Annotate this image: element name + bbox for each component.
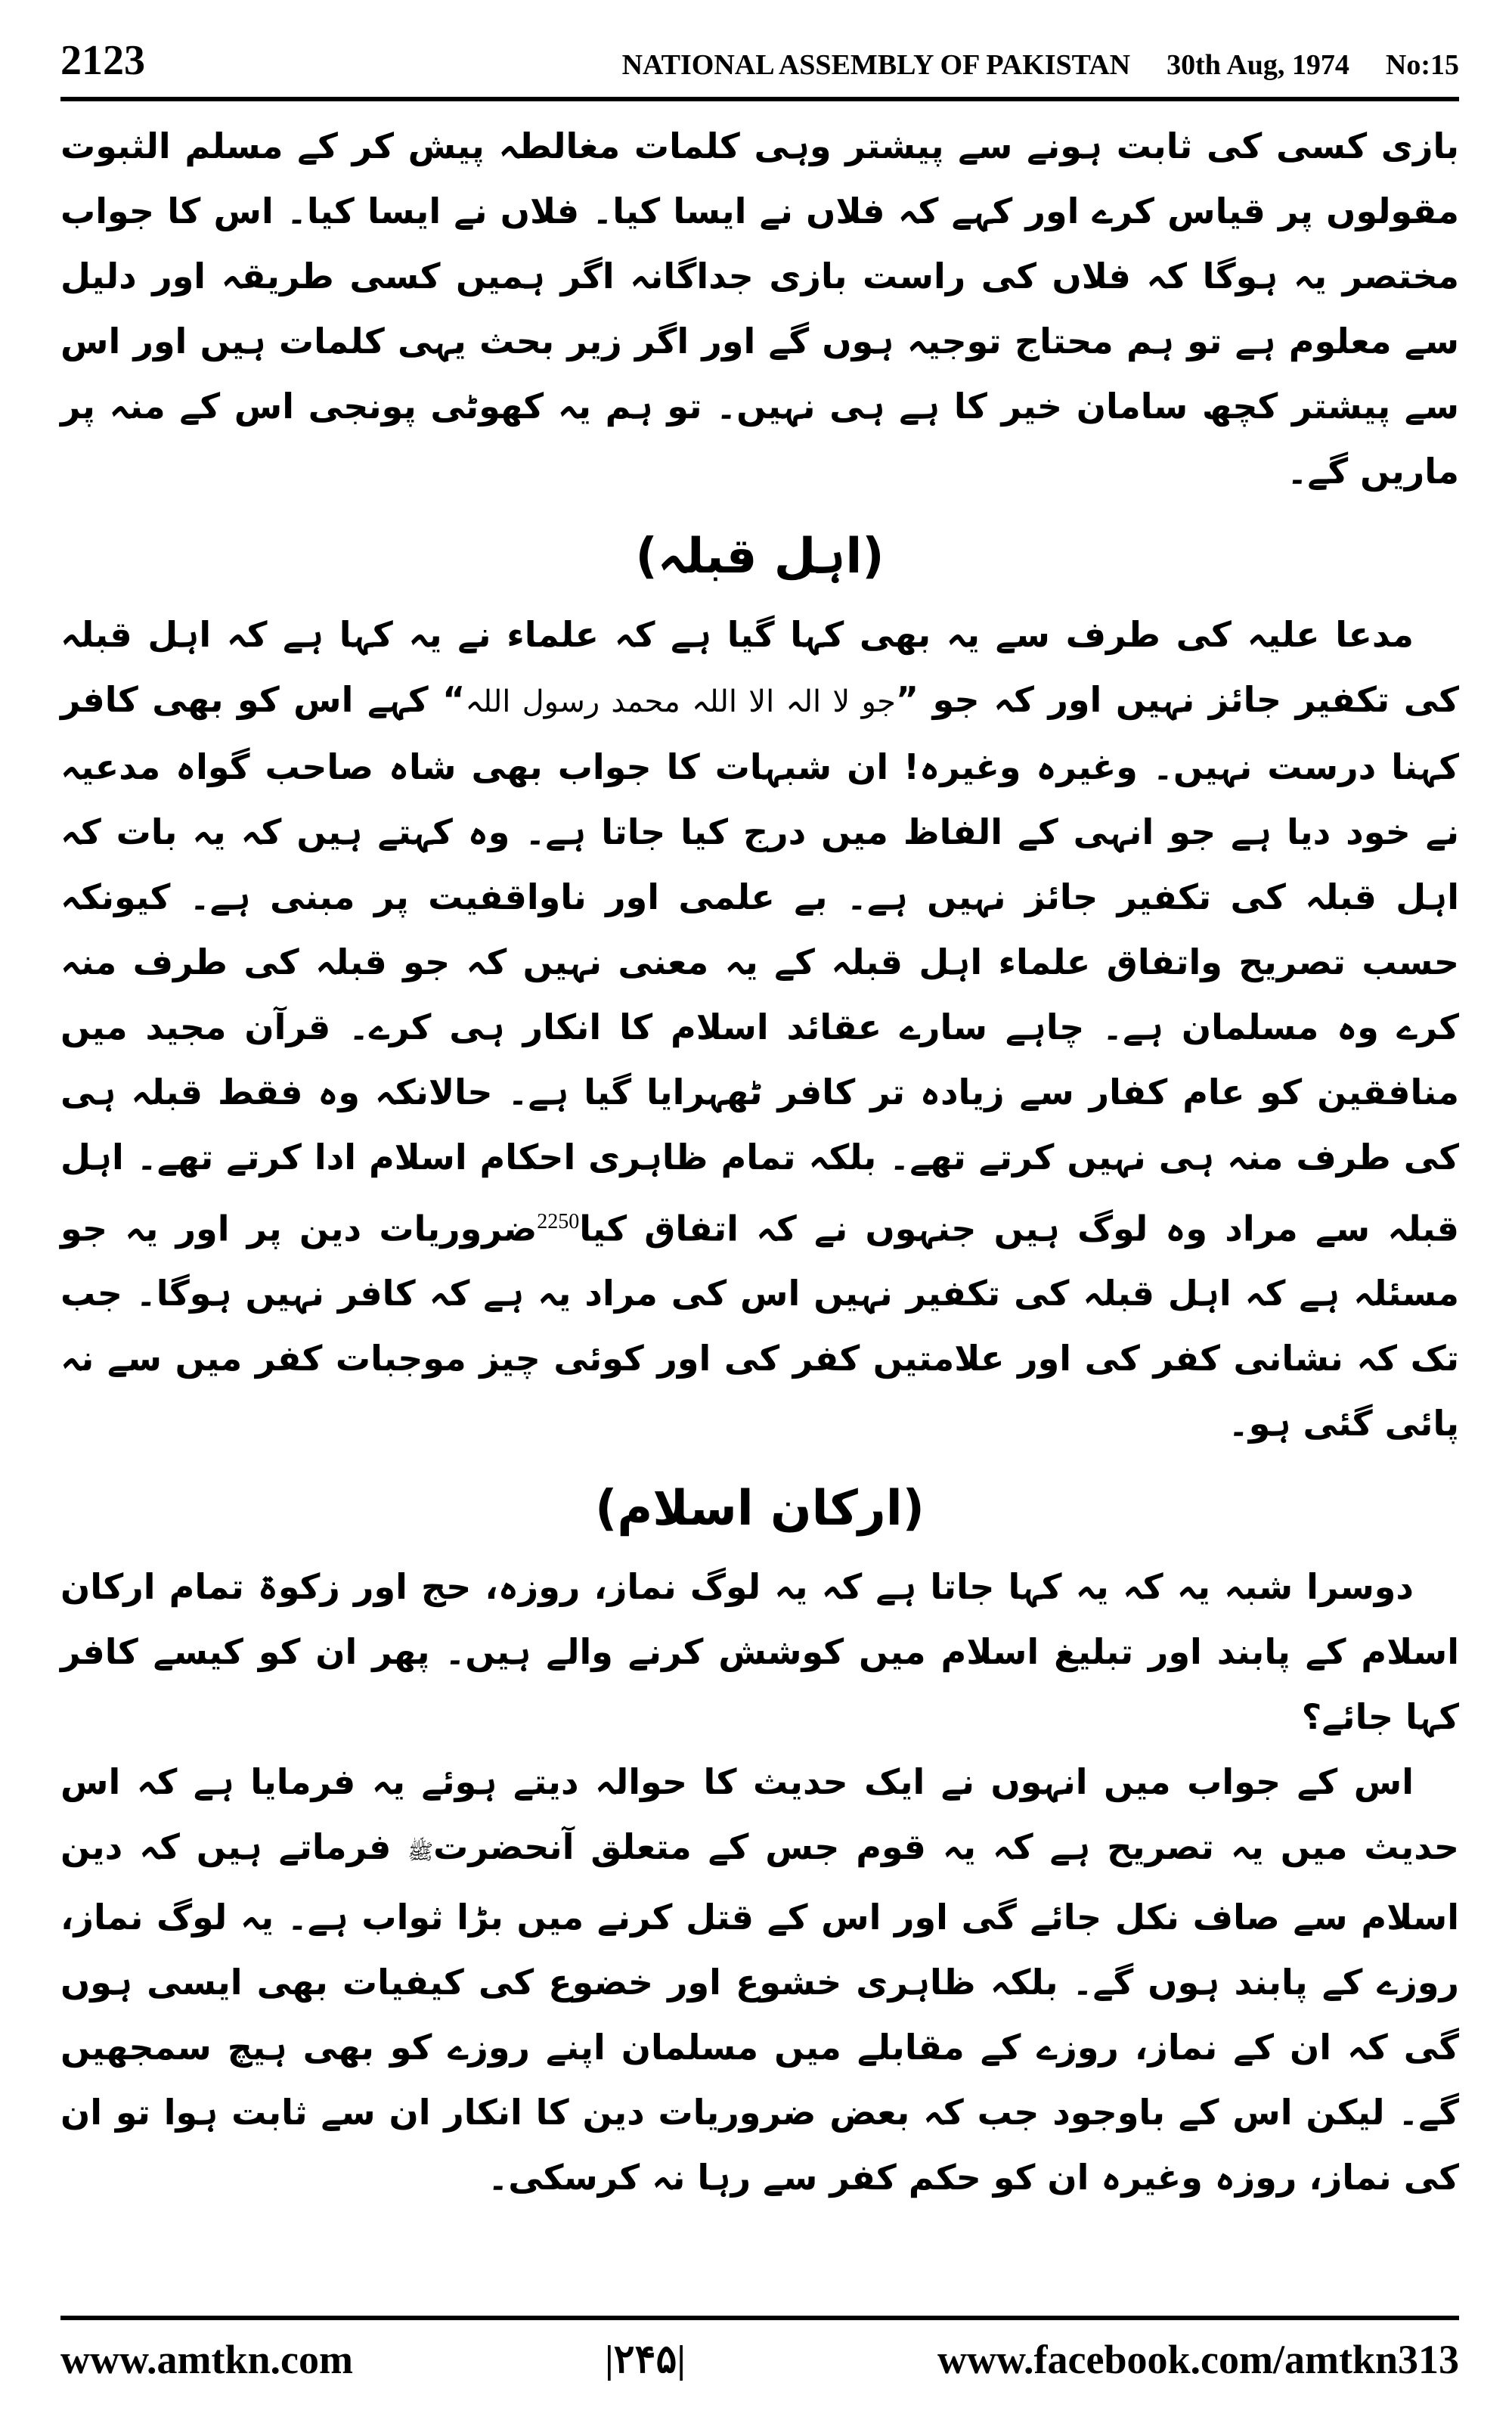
footnote-ref: 2250 [537,1210,580,1233]
paragraph-2-part-c: ضروریات دین پر اور یہ جو مسئلہ ہے کہ اہل قبلہ کی تکفیر نہیں اس کی مراد یہ ہے کہ کافر نہیں ہوگا۔ جب تک کہ نشانی کفر کی اور علامتیں کفر کی اور کوئی چیز موجبات کفر میں سے نہ پائی گئی ہو۔ [60,1208,1459,1444]
facebook-link[interactable]: www.facebook.com/amtkn313 [937,2337,1459,2382]
paragraph-1: بازی کسی کی ثابت ہونے سے پیشتر وہی کلمات مغالطہ پیش کر کے مسلم الثبوت مقولوں پر قیاس کرے اور کہے کہ فلاں نے ایسا کیا۔ فلاں نے ایسا کیا۔ اس کا جواب مختصر یہ ہوگا کہ فلاں کی راست بازی جداگانہ اگر ہمیں کسی طریقہ اور دلیل سے معلوم ہے تو ہم محتاج توجیہ ہوں گے اور اگر زیر بحث یہی کلمات ہیں اور اس سے پیشتر کچھ سامان خیر کا ہے ہی نہیں۔ تو ہم یہ کھوٹی پونجی اس کے منہ پر ماریں گے۔ [60,126,1459,492]
footer-rule [60,2316,1459,2320]
paragraph-4-part-a: اس کے جواب میں انہوں نے ایک حدیث کا حوالہ دیتے ہوئے یہ فرمایا ہے کہ اس حدیث میں یہ تصریح ہے کہ یہ قوم جس کے متعلق آنحضرت [60,1761,1459,1868]
issue-number: No:15 [1385,49,1459,81]
salutation-mark: ﷺ [407,1839,434,1865]
page-body [60,113,1459,2210]
paragraph-4 [60,1749,1459,2210]
header-info [586,48,1459,82]
paragraph-2-part-a: مدعا علیہ کی طرف سے یہ بھی کہا گیا ہے کہ علماء نے یہ کہا ہے کہ اہل قبلہ کی تکفیر جائز نہیں اور کہ جو ” [60,614,1459,720]
page-header [60,30,1459,91]
heading-ahl-e-qibla: (اہل قبلہ) [635,529,885,585]
publication-title: NATIONAL ASSEMBLY OF PAKISTAN [621,49,1131,81]
kalima-quote: جو لا الہ الا اللہ محمد رسول اللہ [465,684,896,719]
heading-arkan-e-islam: (ارکان اسلام) [595,1481,925,1537]
page-footer [60,2329,1459,2390]
book-page-number: |۲۴۵| [605,2338,686,2381]
header-rule [60,97,1459,101]
website-link[interactable]: www.amtkn.com [60,2337,353,2382]
paragraph-4-part-b: فرماتے ہیں کہ دین اسلام سے صاف نکل جائے گی اور اس کے قتل کرنے میں بڑا ثواب ہے۔ یہ لوگ نماز، روزے کے پابند ہوں گے۔ بلکہ ظاہری خشوع اور خضوع کی کیفیات بھی ایسی ہوں گی کہ ان کے نماز، روزے کے مقابلے میں مسلمان اپنے روزے کو بھی ہیچ سمجھیں گے۔ لیکن اس کے باوجود جب کہ بعض ضروریات دین کا انکار ان سے ثابت ہوا تو ان کی نماز، روزہ وغیرہ ان کو حکم کفر سے رہا نہ کرسکی۔ [60,1826,1459,2198]
paragraph-3: دوسرا شبہ یہ کہ یہ کہا جاتا ہے کہ یہ لوگ نماز، روزہ، حج اور زکوۃ تمام ارکان اسلام کے پابند اور تبلیغ اسلام میں کوشش کرنے والے ہیں۔ پھر ان کو کیسے کافر کہا جائے؟ [60,1566,1459,1738]
session-date: 30th Aug, 1974 [1167,49,1349,81]
paragraph-2-part-b: “ کہے اس کو بھی کافر کہنا درست نہیں۔ وغیرہ وغیرہ! ان شبہات کا جواب بھی شاہ صاحب گواہ مدعیہ نے خود دیا ہے جو انہی کے الفاظ میں درج کیا جاتا ہے۔ وہ کہتے ہیں کہ یہ بات کہ اہل قبلہ کی تکفیر جائز نہیں ہے۔ بے علمی اور ناواقفیت پر مبنی ہے۔ کیونکہ حسب تصریح واتفاق علماء اہل قبلہ کے یہ معنی نہیں کہ جو قبلہ کی طرف منہ کرے وہ مسلمان ہے۔ چاہے سارے عقائد اسلام کا انکار ہی کرے۔ قرآن مجید میں منافقین کو عام کفار سے زیادہ تر کافر ٹھہرایا گیا ہے۔ حالانکہ وہ فقط قبلہ ہی کی طرف منہ ہی نہیں کرتے تھے۔ بلکہ تمام ظاہری احکام اسلام ادا کرتے تھے۔ اہل قبلہ سے مراد وہ لوگ ہیں جنہوں نے کہ اتفاق کیا [60,679,1459,1249]
page-number: 2123 [60,37,145,84]
paragraph-2 [60,602,1459,1456]
